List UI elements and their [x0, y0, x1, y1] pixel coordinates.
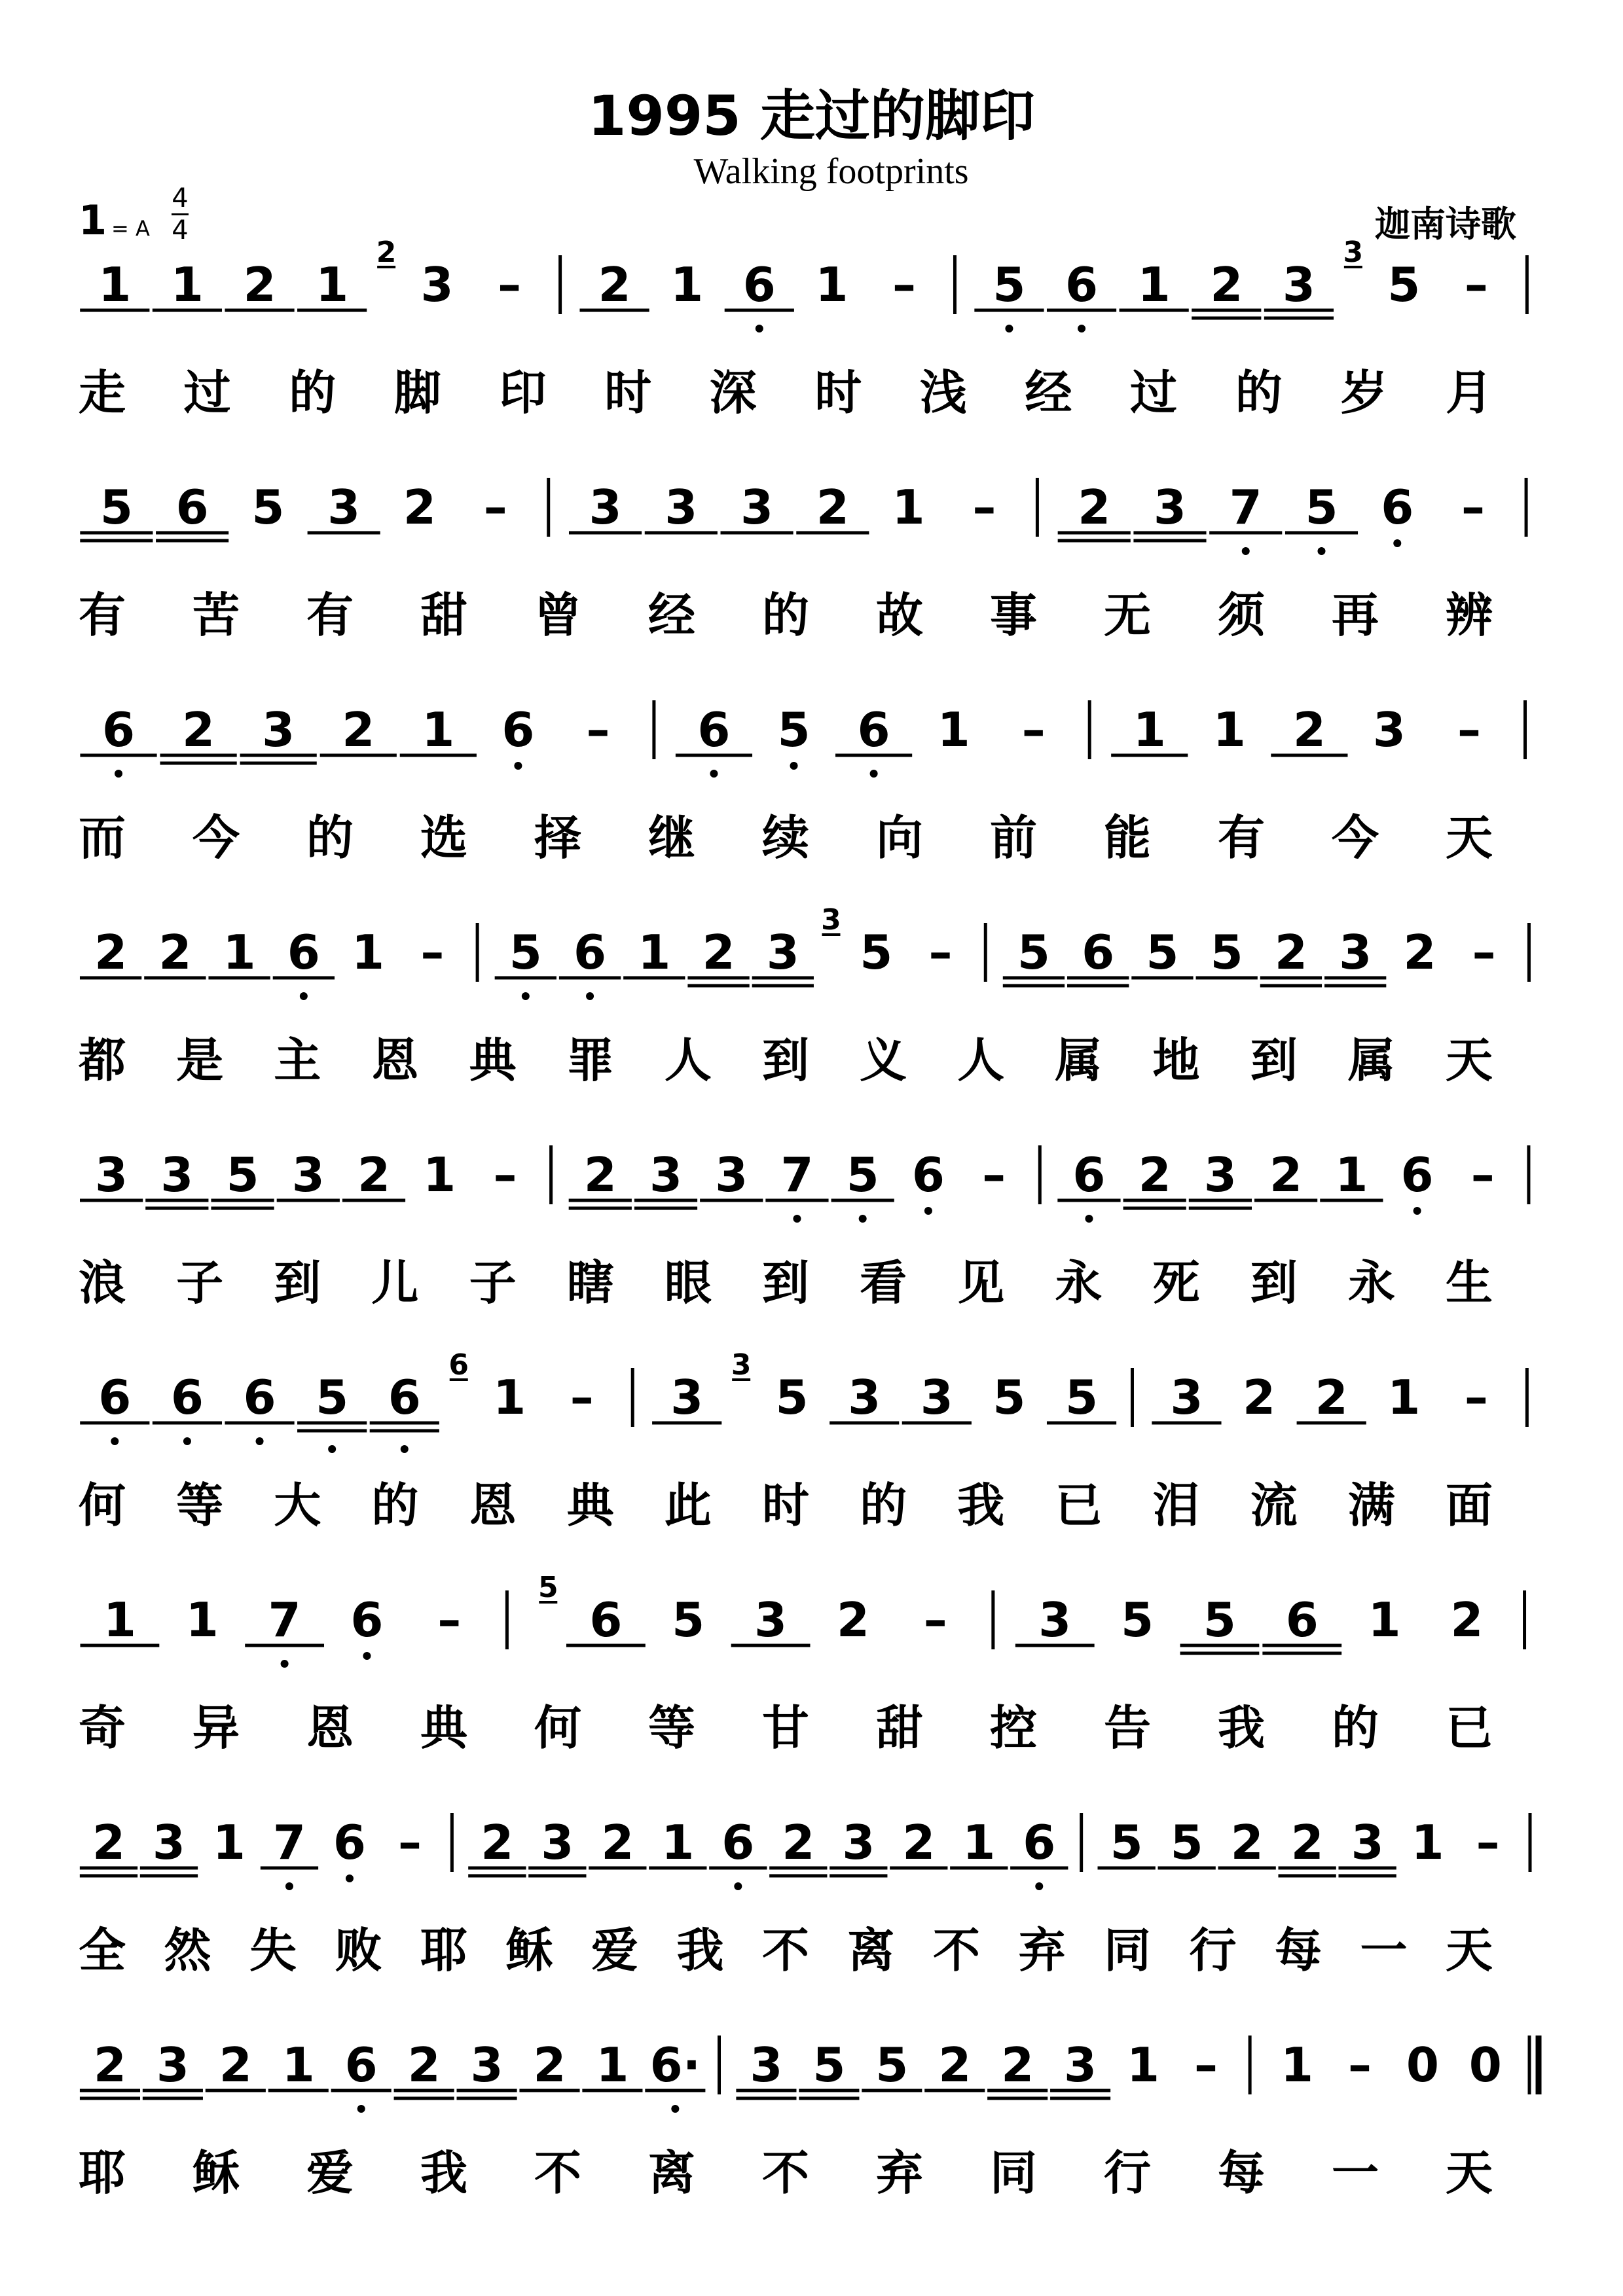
note: 1	[423, 1147, 456, 1202]
note: 6	[175, 480, 209, 535]
low-dot	[111, 1437, 119, 1445]
note: 1	[316, 257, 349, 312]
note: 1	[1411, 1815, 1444, 1870]
note: 3	[848, 1370, 881, 1425]
note: 2	[836, 1592, 869, 1647]
dash-note: –	[1194, 2037, 1218, 2092]
lyrics-line: 何 等 大 的 恩 典 此 时 的 我 已 泪 流 满 面	[79, 1478, 1493, 1533]
note: 2	[243, 257, 276, 312]
note: 5	[1203, 1592, 1236, 1647]
key-equals: = A	[111, 216, 150, 241]
note: 3	[156, 2037, 189, 2092]
note: 5	[1210, 925, 1243, 980]
note: 2	[1210, 257, 1243, 312]
note: 3	[1170, 1370, 1203, 1425]
note: 6	[344, 2037, 378, 2092]
grace-note: 6	[448, 1348, 469, 1382]
note: 3	[920, 1370, 953, 1425]
note: 5	[812, 2037, 846, 2092]
grace-note: 2	[376, 236, 397, 269]
note: 3	[1351, 1815, 1384, 1870]
note: 2	[94, 925, 128, 980]
note: 2	[1138, 1147, 1171, 1202]
low-dot	[671, 2105, 679, 2113]
note: 2	[583, 1147, 617, 1202]
low-dot	[870, 770, 878, 778]
note: 2	[92, 1815, 126, 1870]
note: 5	[1146, 925, 1179, 980]
low-dot	[790, 762, 798, 770]
dash-note: –	[498, 257, 522, 312]
dash-note: –	[1476, 1815, 1500, 1870]
note: 5	[1110, 1815, 1143, 1870]
note: 2	[1403, 925, 1436, 980]
note: 6	[98, 1370, 132, 1425]
low-dot	[1005, 325, 1013, 332]
note: 2	[816, 480, 849, 535]
note: 1	[98, 257, 132, 312]
note: 3	[160, 1147, 194, 1202]
note: 2	[1243, 1370, 1276, 1425]
low-dot	[1078, 325, 1085, 332]
grace-note: 3	[821, 903, 841, 937]
note: 6	[350, 1592, 384, 1647]
note: 1	[422, 702, 455, 757]
note: 5	[1121, 1592, 1154, 1647]
note: 6	[1072, 1147, 1106, 1202]
low-dot	[734, 1882, 742, 1890]
page-title: 1995 走过的脚印	[587, 84, 1036, 148]
note: 1	[103, 1592, 136, 1647]
time-sig-top: 4	[172, 183, 189, 213]
note: 6	[1065, 257, 1099, 312]
note: 1	[282, 2037, 315, 2092]
dash-note: –	[1021, 702, 1046, 757]
note: 3	[327, 480, 361, 535]
note: 5	[1305, 480, 1338, 535]
note: 6	[589, 1592, 623, 1647]
low-dot	[1035, 1882, 1043, 1890]
note: 1	[170, 257, 204, 312]
note: 6	[697, 702, 731, 757]
note: 2	[938, 2037, 972, 2092]
note: 2	[902, 1815, 936, 1870]
note: 3	[1038, 1592, 1072, 1647]
low-dot	[285, 1882, 293, 1890]
dash-note: –	[1457, 702, 1482, 757]
low-dot	[756, 325, 763, 332]
note: 2	[158, 925, 192, 980]
low-dot	[514, 762, 522, 770]
note: 6	[1082, 925, 1115, 980]
note: 3	[670, 1370, 704, 1425]
note: 2	[182, 702, 215, 757]
low-dot	[924, 1207, 932, 1215]
grace-note: 5	[538, 1571, 558, 1604]
note: 5	[316, 1370, 349, 1425]
note: 6	[1285, 1592, 1319, 1647]
page-subtitle: Walking footprints	[693, 151, 969, 192]
low-dot	[300, 992, 308, 1000]
note: 2	[598, 257, 631, 312]
lyrics-line: 奇 异 恩 典 何 等 甘 甜 控 告 我 的 已	[79, 1700, 1493, 1755]
note: 2	[1269, 1147, 1303, 1202]
note: 3	[1153, 480, 1187, 535]
note: 3	[754, 1592, 788, 1647]
note: 5	[860, 925, 893, 980]
dash-note: –	[420, 925, 445, 980]
note: 5	[1387, 257, 1421, 312]
note: 2	[93, 2037, 127, 2092]
note: 6	[287, 925, 320, 980]
note: 5	[509, 925, 542, 980]
low-dot	[586, 992, 594, 1000]
note: 1	[661, 1815, 695, 1870]
note: 1	[493, 1370, 526, 1425]
note: 5	[846, 1147, 879, 1202]
note: 6	[101, 702, 136, 757]
note: 6	[1400, 1147, 1434, 1202]
time-sig-bottom: 4	[172, 215, 189, 245]
note: 5	[672, 1592, 705, 1647]
lyrics-line: 全 然 失 败 耶 稣 爱 我 不 离 不 弃 同 行 每 一 天	[79, 1923, 1493, 1978]
note: 2	[1274, 925, 1307, 980]
low-dot	[256, 1437, 264, 1445]
note: 1	[815, 257, 848, 312]
lyrics-line: 都 是 主 恩 典 罪 人 到 义 人 属 地 到 属 天	[79, 1033, 1493, 1088]
dash-note: –	[1464, 257, 1488, 312]
note: 1	[638, 925, 671, 980]
note: 2	[702, 925, 735, 980]
note: 3	[715, 1147, 748, 1202]
low-dot	[401, 1445, 409, 1453]
note: 1	[1335, 1147, 1368, 1202]
low-dot	[1318, 547, 1326, 555]
dash-note: –	[1348, 2037, 1372, 2092]
dash-note: –	[928, 925, 953, 980]
low-dot	[793, 1215, 801, 1223]
note: 6	[573, 925, 607, 980]
note: 1	[1137, 257, 1171, 312]
note: 3	[1203, 1147, 1237, 1202]
low-dot	[328, 1445, 336, 1453]
grace-note: 3	[1343, 236, 1364, 269]
note: 5	[993, 1370, 1026, 1425]
note: 3	[750, 2037, 783, 2092]
dash-note: –	[972, 480, 996, 535]
note: 5	[993, 257, 1026, 312]
note: 5	[1065, 1370, 1099, 1425]
low-dot	[1393, 539, 1401, 547]
low-dot	[522, 992, 530, 1000]
note: 3	[420, 257, 454, 312]
note: 2	[533, 2037, 566, 2092]
key-signature: 1	[79, 196, 107, 244]
note: 6	[243, 1370, 276, 1425]
note: 2	[782, 1815, 815, 1870]
note: 2	[1078, 480, 1111, 535]
note: 0	[1468, 2037, 1502, 2092]
note: 7	[780, 1147, 814, 1202]
lyrics-line: 耶 稣 爱 我 不 离 不 弃 同 行 每 一 天	[79, 2145, 1493, 2200]
note: 1	[962, 1815, 996, 1870]
low-dot	[281, 1660, 289, 1668]
note: 2	[1315, 1370, 1348, 1425]
note: 1	[937, 702, 970, 757]
dash-note: –	[437, 1592, 462, 1647]
low-dot	[1242, 547, 1250, 555]
note: 1	[212, 1815, 246, 1870]
note: 3	[291, 1147, 325, 1202]
dash-note: –	[923, 1592, 947, 1647]
note: 6	[388, 1370, 421, 1425]
note: 3	[470, 2037, 503, 2092]
note: 1	[1368, 1592, 1401, 1647]
grace-note: 3	[731, 1348, 752, 1382]
note: 6	[721, 1815, 755, 1870]
dash-note: –	[1470, 1147, 1495, 1202]
note: 2	[1230, 1815, 1264, 1870]
note: 1	[1213, 702, 1246, 757]
low-dot	[710, 770, 718, 778]
note: 3	[95, 1147, 128, 1202]
lyrics-line: 有 苦 有 甜 曾 经 的 故 事 无 须 再 辨	[79, 588, 1493, 643]
note: 2	[481, 1815, 514, 1870]
note: 6	[911, 1147, 945, 1202]
note: 3	[589, 480, 622, 535]
note: 2	[219, 2037, 252, 2092]
dash-note: –	[892, 257, 917, 312]
dash-note: –	[1461, 480, 1486, 535]
dash-note: –	[483, 480, 507, 535]
dash-note: –	[982, 1147, 1006, 1202]
note: 6	[1381, 480, 1414, 535]
note: 1	[892, 480, 925, 535]
low-dot	[1085, 1215, 1093, 1223]
note: 1	[1126, 2037, 1160, 2092]
dash-note: –	[1464, 1370, 1488, 1425]
note: 6	[742, 257, 776, 312]
note: 2	[403, 480, 436, 535]
note: 5	[1170, 1815, 1203, 1870]
note: 3	[1339, 925, 1372, 980]
note: 5	[875, 2037, 909, 2092]
low-dot	[346, 1874, 354, 1882]
author-credit: 迦南诗歌	[1375, 204, 1516, 245]
note: 5	[100, 480, 133, 535]
note: 2	[407, 2037, 441, 2092]
low-dot	[357, 2105, 365, 2113]
note: 5	[226, 1147, 259, 1202]
note: 3	[1064, 2037, 1097, 2092]
note: 1	[352, 925, 385, 980]
note: 1	[670, 257, 704, 312]
note: 0	[1406, 2037, 1439, 2092]
note: 3	[262, 702, 295, 757]
low-dot	[183, 1437, 191, 1445]
note: 6·	[649, 2037, 701, 2092]
note: 5	[777, 702, 811, 757]
note: 3	[152, 1815, 186, 1870]
low-dot	[859, 1215, 867, 1223]
note: 2	[1292, 702, 1326, 757]
dash-note: –	[586, 702, 610, 757]
note: 7	[1229, 480, 1262, 535]
note: 7	[268, 1592, 301, 1647]
lyrics-line: 而 今 的 选 择 继 续 向 前 能 有 今 天	[79, 810, 1493, 865]
dash-note: –	[1472, 925, 1496, 980]
note: 1	[223, 925, 256, 980]
dash-note: –	[493, 1147, 517, 1202]
lyrics-line: 浪 子 到 儿 子 瞎 眼 到 看 见 永 死 到 永 生	[79, 1255, 1493, 1310]
note: 7	[272, 1815, 306, 1870]
note: 2	[1450, 1592, 1484, 1647]
note: 2	[601, 1815, 634, 1870]
note: 1	[596, 2037, 629, 2092]
note: 2	[1290, 1815, 1324, 1870]
note: 5	[1017, 925, 1051, 980]
note: 6	[1023, 1815, 1056, 1870]
note: 1	[1281, 2037, 1314, 2092]
note: 5	[251, 480, 285, 535]
note: 3	[842, 1815, 875, 1870]
note: 1	[1133, 702, 1166, 757]
dash-note: –	[570, 1370, 594, 1425]
note: 3	[649, 1147, 683, 1202]
note: 6	[170, 1370, 204, 1425]
note: 5	[775, 1370, 809, 1425]
note: 3	[1282, 257, 1315, 312]
note: 3	[740, 480, 774, 535]
dash-note: –	[397, 1815, 422, 1870]
note: 3	[541, 1815, 574, 1870]
note: 3	[665, 480, 698, 535]
note: 3	[1372, 702, 1406, 757]
note: 3	[766, 925, 799, 980]
low-dot	[115, 770, 122, 778]
low-dot	[1413, 1207, 1421, 1215]
note: 6	[501, 702, 535, 757]
note: 6	[857, 702, 890, 757]
note: 1	[185, 1592, 219, 1647]
note: 2	[342, 702, 375, 757]
note: 1	[1387, 1370, 1421, 1425]
note: 2	[357, 1147, 391, 1202]
note: 6	[333, 1815, 367, 1870]
low-dot	[363, 1652, 371, 1660]
lyrics-line: 走 过 的 脚 印 时 深 时 浅 经 过 的 岁 月	[79, 365, 1493, 420]
note: 2	[1001, 2037, 1034, 2092]
